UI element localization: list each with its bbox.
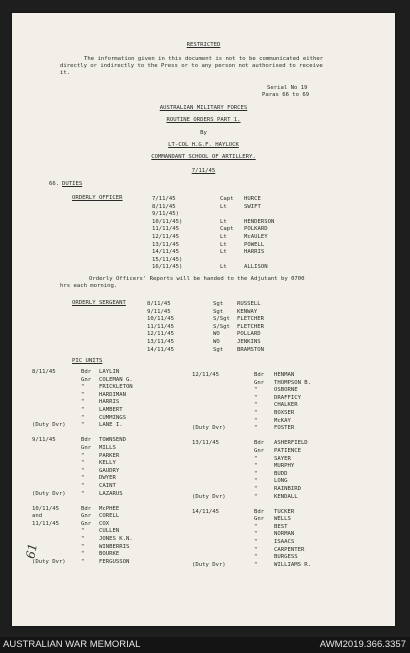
footer-id: AWM2019.366.3357	[319, 639, 406, 650]
pic-unit-row-label: (Duty Dvr)	[192, 561, 226, 568]
pic-unit-row-name: TUCKER	[274, 508, 295, 515]
pic-units-left-list	[32, 369, 202, 566]
pic-unit-row-name: BUDD	[274, 470, 288, 477]
orderly-officer-note-line-1: Orderly Officers' Reports will be handed to the Adjutant by 0700	[89, 276, 305, 282]
orderly-sergeant-row-name: JENKINS	[237, 338, 261, 345]
para-number: 66.	[49, 181, 60, 187]
pic-unit-row-rank: "	[81, 460, 85, 467]
pic-unit-row-name: PARKER	[99, 452, 120, 459]
orderly-sergeant-row-rank: S/Sgt	[213, 316, 230, 323]
notice-line-3: it.	[60, 70, 71, 76]
pic-unit-row-rank: "	[254, 531, 258, 538]
pic-unit-row-name: HENMAN	[274, 372, 295, 378]
pic-unit-row-name: MURPHY	[274, 463, 295, 470]
pic-unit-row-label: 13/11/45	[192, 440, 219, 447]
pic-unit-row-rank: "	[254, 455, 258, 462]
pic-unit-row-name: COX	[99, 520, 110, 527]
pic-unit-row-name: ISAACS	[274, 539, 295, 546]
orderly-officer-row	[152, 264, 352, 272]
orderly-sergeant-heading: ORDERLY SERGEANT	[72, 300, 126, 306]
pic-unit-row	[192, 387, 377, 395]
order-type-heading: ROUTINE ORDERS PART 1.	[166, 117, 241, 123]
orderly-officer-row	[152, 234, 352, 242]
orderly-officer-row-date: 11/11/45	[152, 226, 179, 233]
pic-unit-row-rank: "	[254, 546, 258, 553]
pic-unit-row-rank: "	[254, 478, 258, 485]
pic-unit-row-name: OSBORNE	[274, 387, 298, 394]
pic-unit-row	[192, 524, 377, 532]
pic-unit-row	[192, 456, 377, 464]
pic-unit-row	[192, 494, 377, 502]
orderly-sergeant-row-name: RUSSELL	[237, 301, 261, 307]
orderly-officer-row-rank: Capt	[220, 196, 234, 202]
orderly-officer-row	[152, 242, 352, 250]
pic-unit-row	[32, 528, 202, 536]
orderly-officer-row	[152, 219, 352, 227]
orderly-sergeant-row-rank: Sgt	[213, 346, 224, 353]
orderly-sergeant-row-date: 11/11/45	[147, 323, 174, 330]
pic-unit-row-rank: "	[254, 463, 258, 470]
orderly-officer-row-name: ALLISON	[244, 264, 268, 271]
orderly-officer-row-name: HENDERSON	[244, 218, 275, 225]
pic-unit-row-name: RAINBIRD	[274, 485, 301, 492]
orderly-sergeant-row	[147, 331, 347, 339]
pic-unit-row-name: WILLIAMS R.	[274, 561, 312, 568]
pic-unit-row	[32, 453, 202, 461]
orderly-officer-row-rank: Lt	[220, 218, 227, 225]
document-page	[12, 13, 395, 626]
pic-unit-row	[32, 559, 202, 567]
orderly-sergeant-row-date: 8/11/45	[147, 301, 171, 307]
orderly-officer-row-name: POLKARD	[244, 226, 268, 233]
orderly-officer-row	[152, 257, 352, 265]
orderly-sergeant-row	[147, 347, 347, 355]
pic-unit-row-name: KENDALL	[274, 493, 298, 500]
pic-unit-row-rank: Bdr	[254, 508, 265, 515]
pic-unit-row-rank: "	[81, 391, 85, 398]
pic-unit-row	[32, 491, 202, 499]
orderly-sergeant-row-date: 13/11/45	[147, 338, 174, 345]
pic-unit-row-name: CHALKER	[274, 402, 298, 409]
pic-unit-row	[32, 536, 202, 544]
pic-unit-row-rank: "	[81, 528, 85, 535]
pic-unit-row-rank: "	[254, 387, 258, 394]
pic-unit-row-rank: Gnr	[254, 447, 265, 454]
pic-unit-row-label: 10/11/45	[32, 505, 59, 512]
pic-unit-row-name: LAZARUS	[99, 490, 123, 497]
orderly-officer-row-rank: Capt	[220, 226, 234, 233]
commander-heading: LT-COL H.G.F. HAYLOCK	[168, 142, 239, 148]
pic-unit-row-rank: "	[81, 452, 85, 459]
pic-unit-row	[192, 380, 377, 388]
pic-unit-row-rank: Gnr	[254, 379, 265, 386]
notice-line-2: directly or indirectly to the Press or to any person not authorised to receive	[60, 63, 323, 69]
orderly-officer-row-rank: Lt	[220, 249, 227, 256]
pic-unit-row-rank: "	[81, 399, 85, 406]
orderly-officer-row-rank: Lt	[220, 241, 227, 248]
orderly-sergeant-list	[147, 301, 347, 354]
pic-unit-row-rank: "	[81, 475, 85, 482]
pic-unit-row	[32, 551, 202, 559]
pic-unit-row	[192, 448, 377, 456]
pic-unit-row-label: (Duty Dvr)	[192, 425, 226, 432]
pic-unit-row-name: CULLEN	[99, 528, 120, 535]
pic-unit-row	[32, 415, 202, 423]
pic-unit-row	[32, 468, 202, 476]
pic-unit-row-name: NORMAN	[274, 531, 295, 538]
orderly-officer-row-rank: Lt	[220, 264, 227, 271]
pic-unit-row-rank: "	[81, 384, 85, 391]
orderly-officer-row-rank: Lt	[220, 203, 227, 210]
pic-unit-row	[32, 407, 202, 415]
pic-unit-row	[32, 460, 202, 468]
unit-heading: COMMANDANT SCHOOL OF ARTILLERY.	[151, 154, 256, 160]
serial-number: Serial No 19	[267, 85, 308, 91]
orderly-officer-row-date: 12/11/45	[152, 233, 179, 240]
pic-unit-row-rank: "	[254, 554, 258, 561]
pic-unit-row-name: CUMMINGS	[99, 414, 126, 421]
pic-unit-row-rank: "	[81, 414, 85, 421]
pic-unit-row-rank: "	[254, 523, 258, 530]
pic-unit-row-name: KELLY	[99, 460, 116, 467]
pic-unit-row-name: McPHEE	[99, 505, 120, 512]
footer-source: AUSTRALIAN WAR MEMORIAL	[3, 639, 141, 650]
pic-unit-row	[32, 422, 202, 430]
pic-unit-row-rank: "	[81, 482, 85, 489]
pic-unit-row-label: (Duty Dvr)	[192, 493, 226, 500]
pic-unit-row-name: MILLS	[99, 444, 116, 451]
pic-unit-row-rank: Bdr	[81, 437, 92, 444]
pic-unit-row-name: LAYLIN	[99, 369, 120, 375]
orderly-officer-row	[152, 204, 352, 212]
pic-unit-row-name: SAYER	[274, 455, 291, 462]
pic-unit-row-rank: Gnr	[81, 513, 92, 520]
orderly-sergeant-row	[147, 324, 347, 332]
pic-unit-row-name: DRAFFICY	[274, 394, 301, 401]
pic-unit-row-rank: "	[254, 539, 258, 546]
pic-unit-row	[192, 395, 377, 403]
pic-unit-row-name: COLEMAN G.	[99, 376, 133, 383]
orderly-sergeant-row-rank: WO	[213, 338, 220, 345]
pic-unit-row	[192, 516, 377, 524]
pic-unit-row-name: HARDIMAN	[99, 391, 126, 398]
pic-unit-row-rank: "	[81, 406, 85, 413]
pic-unit-row-rank: "	[81, 422, 85, 429]
orderly-officer-row	[152, 196, 352, 204]
pic-unit-row	[32, 521, 202, 529]
pic-unit-row	[192, 433, 377, 441]
pic-unit-row-name: FRICKLETON	[99, 384, 133, 391]
orderly-officer-row-date: 7/11/45	[152, 196, 176, 202]
pic-unit-row-rank: "	[254, 493, 258, 500]
orderly-sergeant-row-date: 12/11/45	[147, 331, 174, 338]
pic-unit-row	[192, 531, 377, 539]
orderly-officer-row-date: 8/11/45	[152, 203, 176, 210]
pic-unit-row-label: and	[32, 513, 43, 520]
pic-unit-row	[192, 501, 377, 509]
orderly-sergeant-row	[147, 316, 347, 324]
pic-unit-row-rank: Bdr	[81, 369, 92, 375]
pic-unit-row-rank: Bdr	[254, 372, 265, 378]
pic-unit-row-name: FOSTER	[274, 425, 295, 432]
pic-unit-row-name: McKAY	[274, 417, 291, 424]
orderly-officer-row	[152, 249, 352, 257]
pic-unit-row	[192, 554, 377, 562]
pic-unit-row	[32, 483, 202, 491]
pic-unit-row-rank: "	[254, 409, 258, 416]
pic-unit-row	[192, 486, 377, 494]
orderly-officer-row	[152, 211, 352, 219]
orderly-officer-list	[152, 196, 352, 272]
pic-unit-row-rank: Gnr	[254, 516, 265, 523]
pic-unit-row-name: THOMPSON B.	[274, 379, 312, 386]
orderly-officer-row-date: 16/11/45)	[152, 264, 183, 271]
pic-unit-row-name: ASHERFIELD	[274, 440, 308, 447]
pic-unit-row-rank: Gnr	[81, 376, 92, 383]
orderly-officer-row-rank: Lt	[220, 233, 227, 240]
orderly-officer-row-date: 15/11/45)	[152, 256, 183, 263]
orderly-sergeant-row-date: 9/11/45	[147, 308, 171, 315]
pic-unit-row-label: 14/11/45	[192, 508, 219, 515]
orderly-officer-row-name: HURCE	[244, 196, 261, 202]
pic-unit-row	[32, 475, 202, 483]
handwritten-margin-mark: 61	[23, 542, 40, 560]
pic-unit-row	[32, 392, 202, 400]
pic-unit-row-name: FERGUSSON	[99, 558, 130, 565]
pic-unit-row-rank: "	[254, 402, 258, 409]
pic-unit-row-rank: "	[254, 561, 258, 568]
orderly-officer-row-name: HARRIS	[244, 249, 265, 256]
pic-unit-row	[192, 418, 377, 426]
pic-unit-row	[192, 463, 377, 471]
pic-unit-row-name: TOWNSEND	[99, 437, 126, 444]
orderly-sergeant-row-date: 14/11/45	[147, 346, 174, 353]
pic-unit-row-label: 8/11/45	[32, 369, 56, 375]
pic-unit-row	[192, 509, 377, 517]
pic-unit-row	[32, 437, 202, 445]
pic-unit-row	[192, 440, 377, 448]
pic-unit-row	[32, 544, 202, 552]
orderly-sergeant-row-rank: S/Sgt	[213, 323, 230, 330]
pic-unit-row	[192, 547, 377, 555]
pic-unit-row-label: (Duty Dvr)	[32, 558, 66, 565]
pic-unit-row-label: (Duty Dvr)	[32, 422, 66, 429]
orderly-officer-row-date: 9/11/45)	[152, 211, 179, 218]
orderly-sergeant-row	[147, 309, 347, 317]
pic-unit-row-rank: "	[81, 467, 85, 474]
classification-heading: RESTRICTED	[186, 42, 221, 48]
orderly-officer-row	[152, 226, 352, 234]
orderly-officer-row-name: McAULEY	[244, 233, 268, 240]
pic-unit-row-name: GAUDRY	[99, 467, 120, 474]
pic-unit-row	[32, 506, 202, 514]
notice-line-1: The information given in this document is not to be communicated either	[84, 56, 324, 62]
pic-unit-row-rank: Gnr	[81, 520, 92, 527]
pic-unit-row	[32, 498, 202, 506]
pic-unit-row-name: LAMBERT	[99, 406, 123, 413]
orderly-officer-row-date: 13/11/45	[152, 241, 179, 248]
pic-unit-row-name: PATIENCE	[274, 447, 301, 454]
pic-unit-row-rank: Bdr	[254, 440, 265, 447]
pic-unit-row-name: LANE I.	[99, 422, 123, 429]
pic-unit-row-rank: "	[254, 417, 258, 424]
pic-unit-row-rank: "	[81, 558, 85, 565]
orderly-sergeant-row-name: FLETCHER	[237, 323, 264, 330]
pic-unit-row-rank: "	[254, 485, 258, 492]
orderly-officer-row-date: 14/11/45	[152, 249, 179, 256]
pic-unit-row	[32, 399, 202, 407]
pic-unit-row-rank: Bdr	[81, 505, 92, 512]
pic-unit-row	[192, 402, 377, 410]
pic-units-right-list	[192, 372, 377, 569]
pic-unit-row-rank: "	[254, 425, 258, 432]
pic-unit-row-label: 9/11/45	[32, 437, 56, 444]
pic-unit-row-rank: "	[254, 470, 258, 477]
pic-unit-row-rank: Gnr	[81, 444, 92, 451]
pic-unit-row	[32, 384, 202, 392]
pic-unit-row-name: CORELL	[99, 513, 120, 520]
pic-unit-row-name: CAINT	[99, 482, 116, 489]
orderly-officer-row-name: POWELL	[244, 241, 265, 248]
orderly-officer-note-line-2: hrs each morning.	[60, 283, 118, 289]
pic-unit-row-rank: "	[254, 394, 258, 401]
pic-unit-row	[192, 410, 377, 418]
force-heading: AUSTRALIAN MILITARY FORCES	[159, 105, 248, 111]
pic-unit-row-name: LONG	[274, 478, 288, 485]
orderly-sergeant-row-name: FLETCHER	[237, 316, 264, 323]
pic-unit-row-label: 11/11/45	[32, 520, 59, 527]
pic-unit-row-rank: "	[81, 536, 85, 543]
pic-unit-row	[192, 562, 377, 570]
pic-unit-row	[32, 513, 202, 521]
pic-units-heading: PIC UNITS	[72, 358, 103, 364]
orderly-sergeant-row-name: KENWAY	[237, 308, 258, 315]
pic-unit-row	[192, 425, 377, 433]
pic-unit-row-rank: "	[81, 543, 85, 550]
pic-unit-row	[32, 369, 202, 377]
orderly-sergeant-row	[147, 339, 347, 347]
orderly-sergeant-row-name: BRAMSTON	[237, 346, 264, 353]
pic-unit-row-label: (Duty Dvr)	[32, 490, 66, 497]
pic-unit-row	[192, 539, 377, 547]
pic-unit-row-name: WELLS	[274, 516, 291, 523]
by-line: By	[200, 130, 207, 136]
pic-unit-row	[192, 478, 377, 486]
pic-unit-row-rank: "	[81, 490, 85, 497]
para-title: DUTIES	[62, 181, 83, 187]
orderly-sergeant-row-rank: Sgt	[213, 301, 224, 307]
paras-range: Paras 66 to 69	[262, 92, 310, 98]
orderly-officer-heading: ORDERLY OFFICER	[72, 195, 123, 201]
order-date: 7/11/45	[191, 168, 216, 174]
orderly-sergeant-row-name: POLLARD	[237, 331, 261, 338]
pic-unit-row-name: JONES K.N.	[99, 536, 133, 543]
orderly-sergeant-row-date: 10/11/45	[147, 316, 174, 323]
orderly-sergeant-row-rank: WO	[213, 331, 220, 338]
pic-unit-row-name: BOXSER	[274, 409, 295, 416]
orderly-officer-row-name: SWIFT	[244, 203, 261, 210]
pic-unit-row-name: HARRIS	[99, 399, 120, 406]
pic-unit-row-name: DWYER	[99, 475, 116, 482]
pic-unit-row-name: CARPENTER	[274, 546, 305, 553]
pic-unit-row	[192, 471, 377, 479]
pic-unit-row	[32, 430, 202, 438]
archive-footer	[0, 637, 410, 653]
pic-unit-row	[192, 372, 377, 380]
pic-unit-row-name: BOURKE	[99, 551, 120, 558]
orderly-officer-row-date: 10/11/45)	[152, 218, 183, 225]
pic-unit-row	[32, 377, 202, 385]
pic-unit-row-label: 12/11/45	[192, 372, 219, 378]
pic-unit-row-name: BURGESS	[274, 554, 298, 561]
pic-unit-row	[32, 445, 202, 453]
orderly-sergeant-row-rank: Sgt	[213, 308, 224, 315]
pic-unit-row-rank: "	[81, 551, 85, 558]
orderly-sergeant-row	[147, 301, 347, 309]
pic-unit-row-name: BEST	[274, 523, 288, 530]
pic-unit-row-name: WINBERRIS	[99, 543, 130, 550]
